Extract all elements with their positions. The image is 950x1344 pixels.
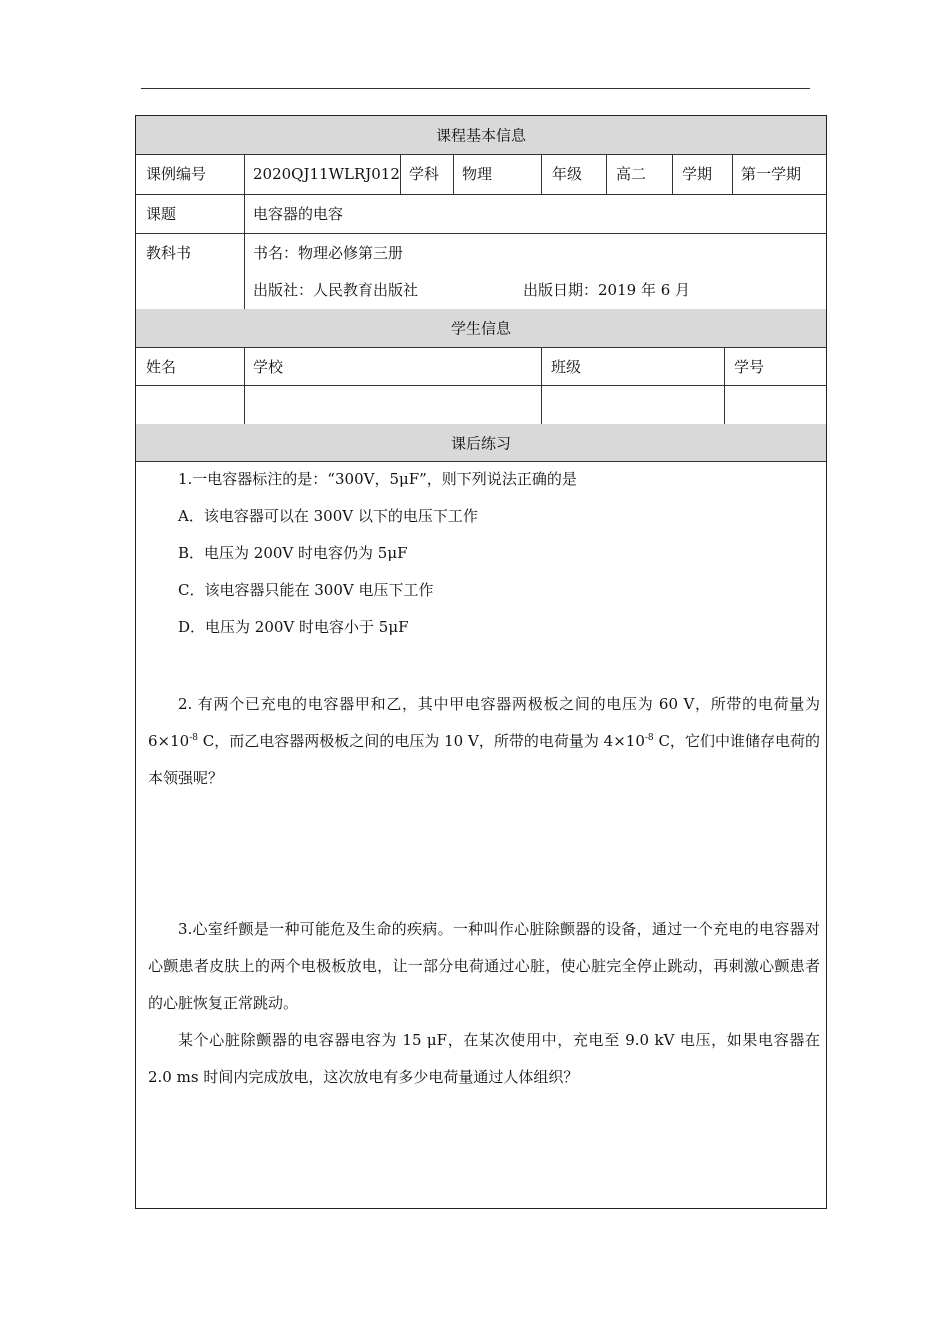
student-info-title: 学生信息 — [450, 319, 511, 338]
code-value: 2020QJ11WLRJ012 — [253, 165, 400, 183]
term-label: 学期 — [682, 165, 713, 183]
student-class-field[interactable] — [542, 386, 724, 424]
student-school-label: 学校 — [253, 358, 284, 376]
student-school-field[interactable] — [245, 386, 541, 424]
question-3-paragraph-1: 3.心室纤颤是一种可能危及生命的疾病。一种叫作心脏除颤器的设备，通过一个充电的电容器对心颤患者皮肤上的两个电极板放电，让一部分电荷通过心脏，使心脏完全停止跳动，再刺激心颤患者的心脏恢复正常跳动。 — [148, 920, 820, 1012]
question-2-exponent-2: -8 — [644, 733, 654, 743]
grade-label: 年级 — [552, 165, 583, 183]
question-1-option-c: C．该电容器只能在 300V 电压下工作 — [178, 581, 434, 599]
subject-label: 学科 — [409, 165, 440, 183]
student-name-label: 姓名 — [146, 358, 177, 376]
textbook-label: 教科书 — [146, 244, 192, 262]
question-1-option-d: D．电压为 200V 时电容小于 5μF — [178, 618, 409, 636]
question-2-text-2: C，而乙电容器两极板之间的电压为 10 V，所带的电荷量为 4×10 — [197, 732, 645, 750]
exercise-title: 课后练习 — [450, 434, 511, 452]
topic-value: 电容器的电容 — [253, 205, 344, 223]
student-id-field[interactable] — [725, 386, 825, 424]
publisher: 出版社：人民教育出版社 — [253, 281, 419, 299]
student-info-header — [136, 309, 826, 347]
term-value: 第一学期 — [741, 165, 802, 183]
grade-value: 高二 — [616, 165, 647, 183]
header-rule — [141, 88, 810, 89]
publish-date: 出版日期：2019 年 6 月 — [523, 281, 691, 299]
exercise-header — [136, 424, 826, 461]
code-label: 课例编号 — [146, 165, 207, 183]
course-info-header — [136, 116, 826, 154]
question-2-text-3: C，它们中谁储存电荷的本领强呢？ — [148, 732, 821, 787]
question-2 — [148, 686, 820, 797]
question-1-stem: 1.一电容器标注的是：“300V，5μF”，则下列说法正确的是 — [178, 470, 577, 488]
question-2-exponent-1: -8 — [189, 733, 198, 743]
student-class-label: 班级 — [551, 358, 582, 376]
lesson-sheet — [135, 115, 827, 1209]
question-1 — [178, 461, 818, 646]
student-name-field[interactable] — [136, 386, 244, 424]
course-info-title: 课程基本信息 — [435, 126, 526, 145]
question-2-text-1: 2. 有两个已充电的电容器甲和乙，其中甲电容器两极板之间的电压为 60 V，所带的电荷量为 6×10 — [148, 695, 820, 750]
book-name: 书名：物理必修第三册 — [253, 244, 404, 262]
question-1-option-b: B．电压为 200V 时电容仍为 5μF — [178, 544, 408, 562]
topic-label: 课题 — [146, 205, 177, 223]
subject-value: 物理 — [462, 165, 493, 183]
question-3 — [148, 911, 820, 1096]
question-3-paragraph-2: 某个心脏除颤器的电容器电容为 15 μF，在某次使用中，充电至 9.0 kV 电压，如果电容器在 2.0 ms 时间内完成放电，这次放电有多少电荷量通过人体组织？ — [148, 1031, 820, 1086]
question-1-option-a: A．该电容器可以在 300V 以下的电压下工作 — [178, 507, 478, 525]
student-id-label: 学号 — [734, 358, 765, 376]
